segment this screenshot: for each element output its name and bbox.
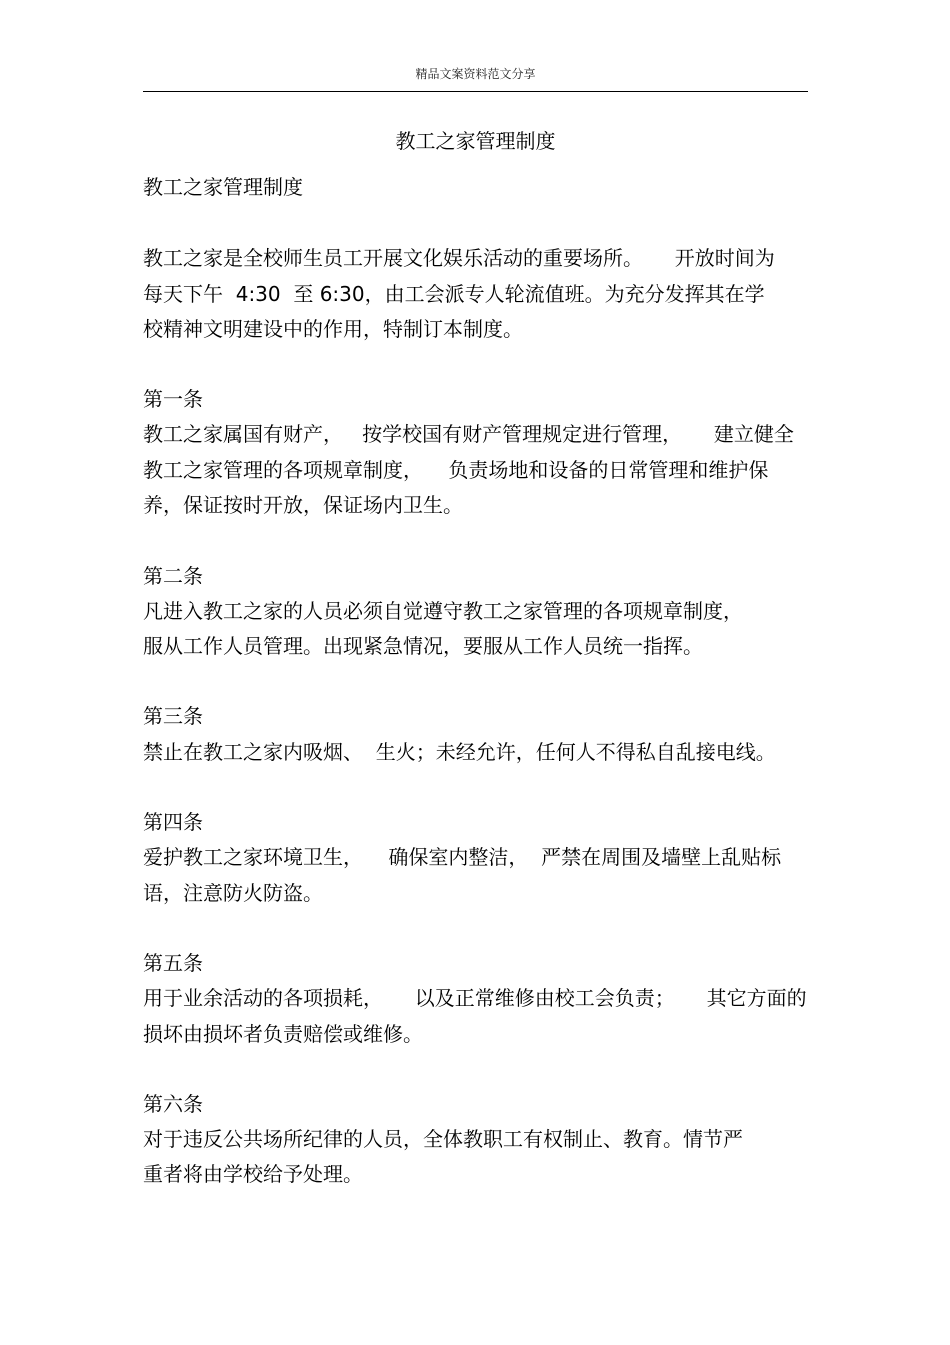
header-rule (143, 91, 808, 92)
article-heading: 第五条 (143, 951, 203, 975)
document-title: 教工之家管理制度 (395, 129, 556, 153)
article-heading: 第六条 (143, 1092, 203, 1116)
article-line: 养，保证按时开放，保证场内卫生。 (143, 493, 463, 517)
article-line: 语，注意防火防盗。 (143, 881, 323, 905)
article-line: 重者将由学校给予处理。 (143, 1162, 363, 1186)
article-line: 损坏由损坏者负责赔偿或维修。 (143, 1022, 423, 1046)
intro-line: 每天下午 4:30 至 6:30，由工会派专人轮流值班。为充分发挥其在学 (143, 282, 765, 306)
page-header: 精品文案资料范文分享 (415, 67, 536, 81)
article-line: 爱护教工之家环境卫生， 确保室内整洁， 严禁在周围及墙壁上乱贴标 (143, 845, 782, 869)
article-heading: 第四条 (143, 810, 203, 834)
article-line: 用于业余活动的各项损耗， 以及正常维修由校工会负责； 其它方面的 (143, 986, 807, 1010)
article-heading: 第二条 (143, 564, 203, 588)
article-line: 对于违反公共场所纪律的人员，全体教职工有权制止、教育。情节严 (143, 1127, 743, 1151)
article-line: 教工之家属国有财产， 按学校国有财产管理规定进行管理， 建立健全 (143, 422, 794, 446)
document-subtitle: 教工之家管理制度 (143, 175, 303, 199)
article-line: 教工之家管理的各项规章制度， 负责场地和设备的日常管理和维护保 (143, 458, 769, 482)
article-line: 服从工作人员管理。出现紧急情况，要服从工作人员统一指挥。 (143, 634, 703, 658)
article-heading: 第三条 (143, 704, 203, 728)
article-line: 禁止在教工之家内吸烟、 生火；未经允许，任何人不得私自乱接电线。 (143, 740, 776, 764)
article-line: 凡进入教工之家的人员必须自觉遵守教工之家管理的各项规章制度， (143, 599, 743, 623)
article-heading: 第一条 (143, 387, 203, 411)
intro-line: 校精神文明建设中的作用，特制订本制度。 (143, 317, 523, 341)
intro-line: 教工之家是全校师生员工开展文化娱乐活动的重要场所。 开放时间为 (143, 246, 775, 270)
